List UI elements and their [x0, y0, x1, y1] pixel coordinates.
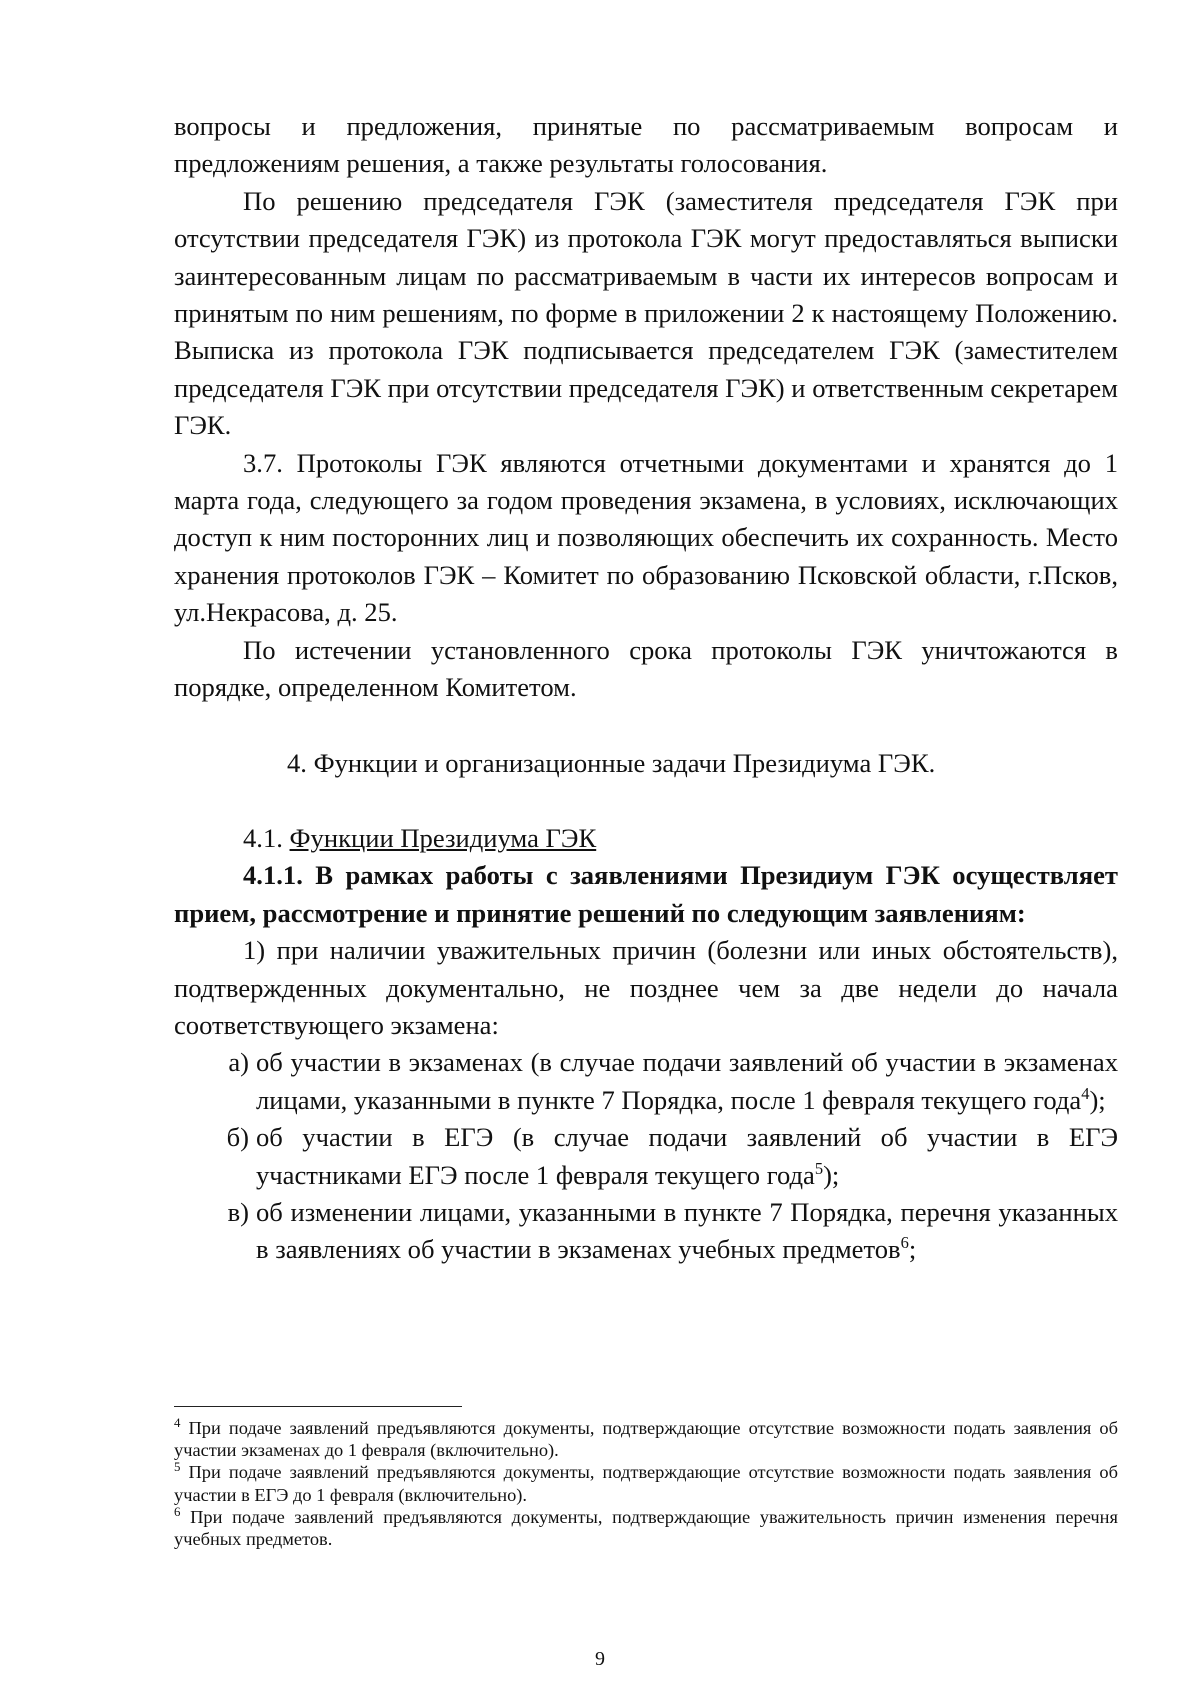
footnote: $^5$ При подаче заявлений предъявляются документы, подтверждающие отсутствие возможности подать заявления об участии в ЕГЭ до 1 февраля (включительно). [174, 1460, 1118, 1505]
paragraph-extract-rules: По решению председателя ГЭК (заместителя председателя ГЭК при отсутствии председателя ГЭК) из протокола ГЭК могут предоставляться выписки заинтересованным лицам по рассматриваемым в части их интересов вопросам и принятым по ним решениям, по форме в приложении 2 к настоящему Положению. Выписка из протокола ГЭК подписывается председателем ГЭК (заместителем председателя ГЭК при отсутствии председателя ГЭК) и ответственным секретарем ГЭК. [174, 185, 1118, 441]
body-text [174, 108, 1118, 1269]
list-item [174, 1119, 1118, 1194]
footnote-ref: 6 [900, 1233, 909, 1253]
footnotes [174, 1417, 1118, 1550]
list-item-text: об участии в ЕГЭ (в случае подачи заявлений об участии в ЕГЭ участниками ЕГЭ после 1 февраля текущего года$^5$); [256, 1122, 1118, 1190]
subsection-heading-4-1 [174, 820, 1118, 857]
list-item-label: а) [228, 1047, 249, 1078]
section-heading-4: 4. Функции и организационные задачи Президиума ГЭК. [287, 747, 936, 778]
footnote-ref: 5 [814, 1158, 824, 1178]
list-item-text: об участии в экзаменах (в случае подачи заявлений об участии в экзаменах лицами, указанными в пункте 7 Порядка, после 1 февраля текущего года$^4$); [256, 1047, 1118, 1115]
page-number: 9 [595, 1648, 605, 1670]
list-item-label: б) [226, 1122, 249, 1153]
footnote-separator [174, 1406, 462, 1407]
footnote: $^4$ При подаче заявлений предъявляются документы, подтверждающие отсутствие возможности подать заявления об участии экзаменах до 1 февраля (включительно). [174, 1415, 1118, 1461]
subsection-title: Функции Президиума ГЭК [289, 822, 597, 853]
paragraph-protocol-destruction: По истечении установленного срока протоколы ГЭК уничтожаются в порядке, определенном Комитетом. [174, 634, 1118, 703]
list-item-text: об изменении лицами, указанными в пункте 7 Порядка, перечня указанных в заявлениях об участии в экзаменах учебных предметов$^6$; [256, 1196, 1118, 1265]
subsection-number: 4.1. [243, 822, 283, 853]
paragraph-continuation: вопросы и предложения, принятые по рассматриваемым вопросам и предложениям решения, а также результаты голосования. [174, 111, 1118, 179]
footnote: $^6$ При подаче заявлений предъявляются документы, подтверждающие уважительность причин изменения перечня учебных предметов. [174, 1504, 1118, 1550]
list-item-label: в) [227, 1196, 249, 1227]
paragraph-item-1: 1) при наличии уважительных причин (болезни или иных обстоятельств), подтвержденных документально, не позднее чем за две недели до начала соответствующего экзамена: [174, 935, 1118, 1040]
list-item [174, 1194, 1118, 1269]
paragraph-3-7-protocol-storage: 3.7. Протоколы ГЭК являются отчетными документами и хранятся до 1 марта года, следующего за годом проведения экзамена, в условиях, исключающих доступ к ним посторонних лиц и позволяющих обеспечить их сохранность. Место хранения протоколов ГЭК – Комитет по образованию Псковской области, г.Псков, ул.Некрасова, д. 25. [174, 447, 1118, 628]
paragraph-4-1-1: 4.1.1. В рамках работы с заявлениями Президиум ГЭК осуществляет прием, рассмотрение и принятие решений по следующим заявлениям: [174, 860, 1118, 928]
footnote-ref: 4 [1081, 1083, 1090, 1103]
list-item [174, 1044, 1118, 1119]
